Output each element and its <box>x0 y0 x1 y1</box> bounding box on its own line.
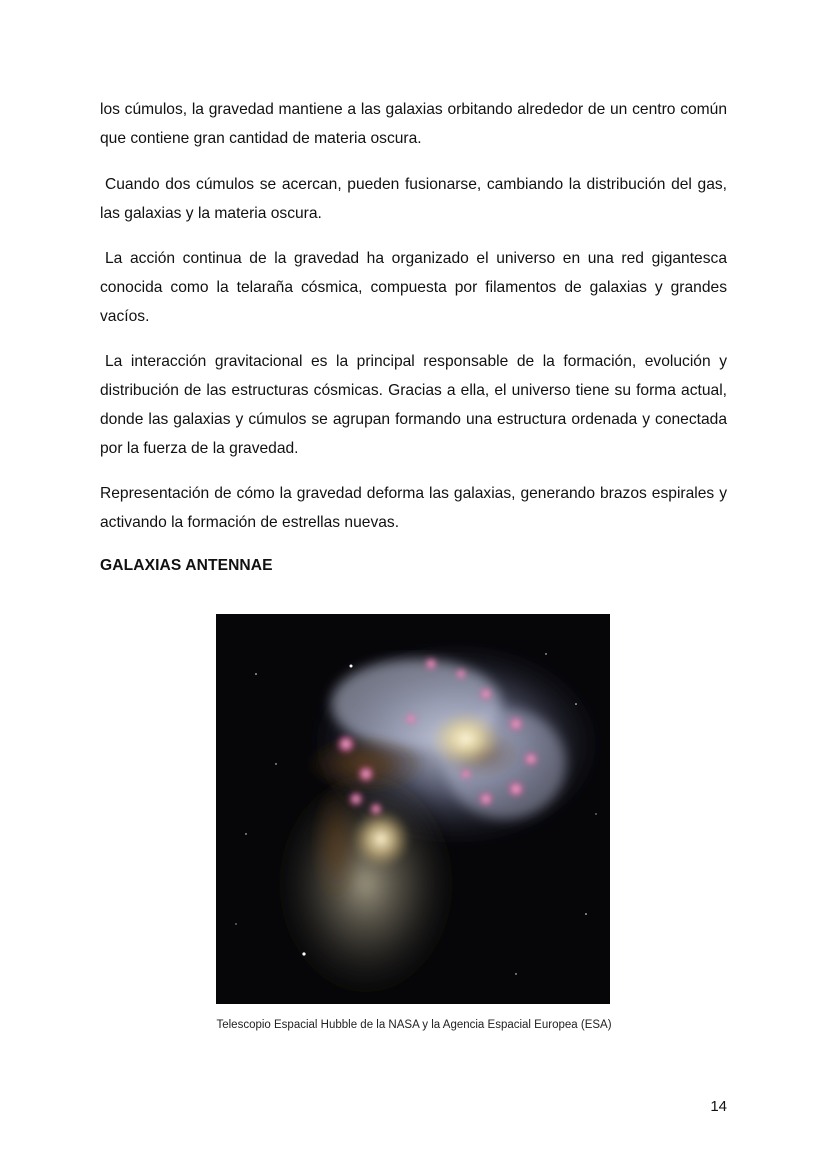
figure-caption: Telescopio Espacial Hubble de la NASA y la Agencia Espacial Europea (ESA) <box>216 1019 612 1031</box>
galaxy-illustration <box>216 614 610 1004</box>
page-number: 14 <box>710 1098 727 1115</box>
section-heading: GALAXIAS ANTENNAE <box>100 557 273 574</box>
paragraph-5: Representación de cómo la gravedad deforma las galaxias, generando brazos espirales y activando la formación de estrellas nuevas. <box>100 485 727 531</box>
antennae-galaxies-image <box>216 614 610 1004</box>
paragraph-1: los cúmulos, la gravedad mantiene a las galaxias orbitando alrededor de un centro común que contiene gran cantidad de materia oscura. <box>100 101 727 147</box>
paragraph-4: La interacción gravitacional es la principal responsable de la formación, evolución y distribución de las estructuras cósmicas. Gracias a ella, el universo tiene su forma actual, donde las galaxias y cúmulos se agrupan formando una estructura ordenada y conectada por la fuerza de la gravedad. <box>100 353 727 457</box>
paragraph-3: La acción continua de la gravedad ha organizado el universo en una red gigantesca conocida como la telaraña cósmica, compuesta por filamentos de galaxias y grandes vacíos. <box>100 250 727 325</box>
paragraph-2: Cuando dos cúmulos se acercan, pueden fusionarse, cambiando la distribución del gas, las galaxias y la materia oscura. <box>100 176 727 222</box>
